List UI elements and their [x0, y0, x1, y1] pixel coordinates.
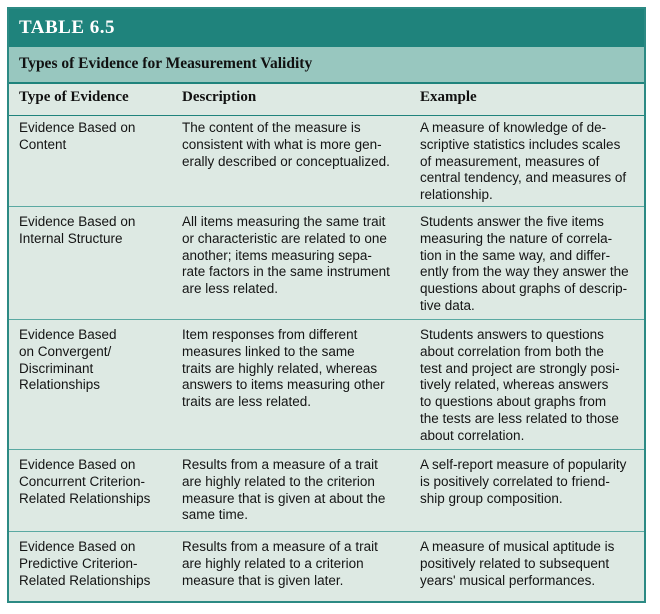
cell-line: are highly related to a criterion [182, 555, 364, 571]
table-label-bar [9, 9, 644, 47]
cell-line: Related Relationships [19, 490, 151, 506]
cell-line: same time. [182, 507, 249, 523]
cell-type [19, 539, 169, 589]
cell-line: Internal Structure [19, 230, 123, 246]
cell-line: of measurement, measures of [420, 153, 600, 169]
cell-line: on Convergent/ [19, 343, 112, 359]
cell-line: tively related, whereas answers [420, 377, 609, 393]
cell-line: Evidence Based [19, 327, 117, 342]
cell-line: answers to items measuring other [182, 377, 385, 393]
cell-line: or characteristic are related to one [182, 230, 387, 246]
cell-line: consistent with what is more gen- [182, 136, 382, 152]
cell-line: Discriminant [19, 360, 94, 376]
header-type-of-evidence: Type of Evidence [19, 89, 129, 105]
cell-line: Evidence Based on [19, 214, 136, 229]
cell-line: measuring the nature of correla- [420, 230, 613, 246]
cell-type [19, 327, 169, 394]
cell-example [420, 457, 642, 507]
table-card [7, 7, 646, 603]
cell-line: test and project are strongly posi- [420, 360, 620, 376]
cell-description [182, 539, 404, 589]
cell-line: erally described or conceptualized. [182, 153, 390, 169]
cell-example [420, 120, 642, 204]
cell-line: The content of the measure is [182, 120, 361, 135]
cell-line: A self-report measure of popularity [420, 457, 627, 472]
header-description: Description [182, 89, 257, 105]
cell-line: Results from a measure of a trait [182, 457, 378, 472]
cell-line: tion in the same way, and differ- [420, 247, 611, 263]
cell-line: measures linked to the same [182, 343, 355, 359]
cell-line: ship group composition. [420, 490, 563, 506]
cell-line: Results from a measure of a trait [182, 539, 378, 554]
cell-line: rate factors in the same instrument [182, 264, 390, 280]
cell-line: tive data. [420, 297, 475, 313]
cell-line: relationship. [420, 187, 493, 203]
cell-line: positively related to subsequent [420, 555, 610, 571]
cell-description [182, 457, 404, 524]
cell-type [19, 457, 169, 507]
cell-line: central tendency, and measures of [420, 170, 627, 186]
cell-line: about correlation from both the [420, 343, 604, 359]
cell-line: A measure of knowledge of de- [420, 120, 607, 135]
cell-line: Evidence Based on [19, 539, 136, 554]
cell-line: Evidence Based on [19, 120, 136, 135]
cell-line: Concurrent Criterion- [19, 473, 146, 489]
cell-line: to questions about graphs from [420, 394, 607, 410]
cell-type [19, 120, 169, 154]
cell-line: measure that is given later. [182, 572, 344, 588]
table-title-bar [9, 47, 644, 84]
cell-line: Students answer the five items [420, 214, 604, 229]
row-divider [9, 206, 644, 207]
cell-line: questions about graphs of descrip- [420, 281, 628, 297]
cell-line: measure that is given at about the [182, 490, 386, 506]
cell-line: A measure of musical aptitude is [420, 539, 615, 554]
cell-line: Related Relationships [19, 572, 151, 588]
cell-example [420, 539, 642, 589]
table-label: TABLE 6.5 [19, 17, 116, 38]
cell-line: another; items measuring sepa- [182, 247, 372, 263]
cell-description [182, 214, 404, 298]
cell-line: about correlation. [420, 427, 525, 443]
cell-line: Content [19, 136, 67, 152]
cell-line: Students answers to questions [420, 327, 604, 342]
row-divider [9, 319, 644, 320]
header-example: Example [420, 89, 477, 105]
cell-line: are less related. [182, 281, 279, 297]
row-divider [9, 449, 644, 450]
cell-line: ently from the way they answer the [420, 264, 629, 280]
cell-description [182, 120, 404, 170]
cell-description [182, 327, 404, 411]
header-divider [9, 115, 644, 116]
cell-line: Predictive Criterion- [19, 555, 138, 571]
row-divider [9, 531, 644, 532]
cell-line: traits are highly related, whereas [182, 360, 378, 376]
cell-line: years' musical performances. [420, 572, 596, 588]
cell-line: the tests are less related to those [420, 410, 619, 426]
cell-line: Item responses from different [182, 327, 358, 342]
cell-line: traits are less related. [182, 394, 312, 410]
cell-line: All items measuring the same trait [182, 214, 386, 229]
table-title: Types of Evidence for Measurement Validity [19, 55, 313, 72]
cell-line: are highly related to the criterion [182, 473, 375, 489]
cell-type [19, 214, 169, 248]
cell-line: is positively correlated to friend- [420, 473, 610, 489]
cell-line: Relationships [19, 377, 101, 393]
cell-line: Evidence Based on [19, 457, 136, 472]
cell-example [420, 327, 642, 445]
cell-line: scriptive statistics includes scales [420, 136, 621, 152]
cell-example [420, 214, 642, 315]
